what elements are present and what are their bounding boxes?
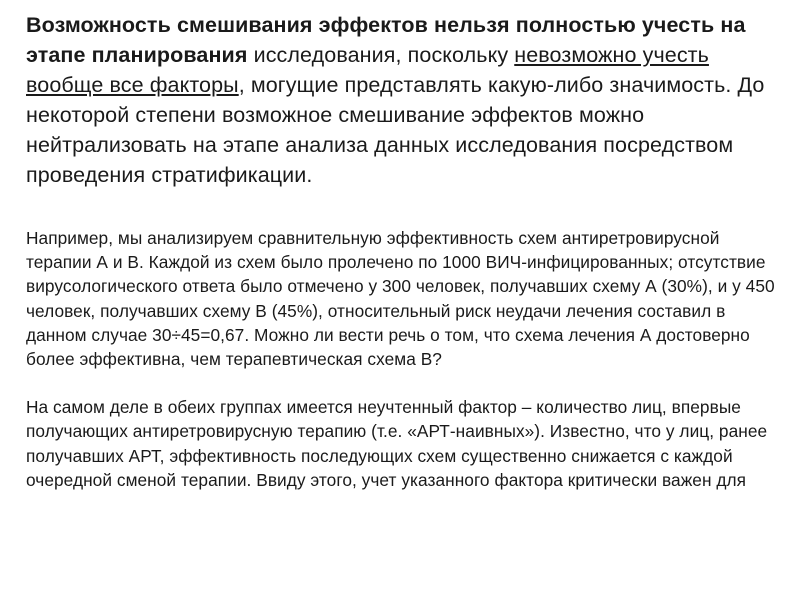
intro-underlined-phrase: невозможно учесть вообще все факторы xyxy=(26,43,709,97)
intro-paragraph xyxy=(26,10,778,190)
intro-text-after-underline: , могущие представлять какую-либо значимость. До некоторой степени возможное смешивание эффектов можно нейтрализовать на этапе анализа данных исследования посредством проведения стратификации. xyxy=(26,73,765,187)
intro-bold-lead: Возможность смешивания эффектов нельзя полностью учесть на этапе планирования xyxy=(26,13,746,67)
example-paragraph: Например, мы анализируем сравнительную эффективность схем антиретровирусной терапии А и В. Каждой из схем было пролечено по 1000 ВИЧ-инфицированных; отсутствие вирусологического ответа было отмечено у 300 человек, получавших схему А (30%), и у 450 человек, получавших схему В (45%), относительный риск неудачи лечения составил в данном случае 30÷45=0,67. Можно ли вести речь о том, что схема лечения А достоверно более эффективна, чем терапевтическая схема В? xyxy=(26,228,775,370)
intro-text-before-underline: исследования, поскольку xyxy=(247,43,509,67)
slide-content xyxy=(26,10,778,492)
explanation-paragraph: На самом деле в обеих группах имеется неучтенный фактор – количество лиц, впервые получающих антиретровирусную терапию (т.е. «АРТ-наивных»). Известно, что у лиц, ранее получавших АРТ, эффективность последующих схем существенно снижается с каждой очередной сменой терапии. Ввиду этого, учет указанного фактора критически важен для xyxy=(26,397,768,490)
